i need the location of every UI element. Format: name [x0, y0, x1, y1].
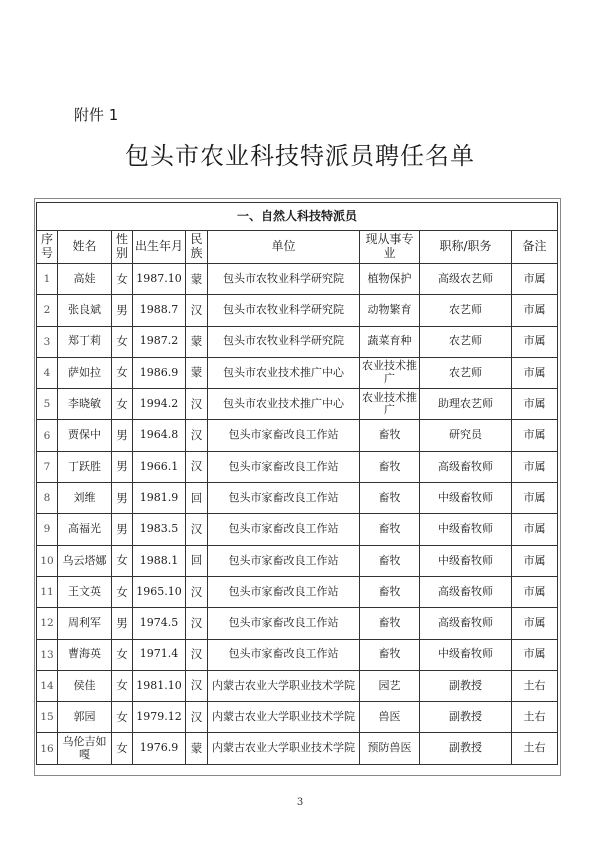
cell-no: 13	[37, 639, 58, 670]
cell-title: 副教授	[420, 702, 512, 733]
cell-title: 高级畜牧师	[420, 608, 512, 639]
cell-name: 曹海英	[58, 639, 112, 670]
cell-specialty: 农业技术推广	[360, 357, 420, 388]
table-row	[37, 389, 558, 420]
cell-remark: 市属	[512, 264, 558, 295]
cell-ethnicity: 回	[186, 545, 208, 576]
attachment-label: 附件 1	[74, 106, 119, 124]
cell-name: 高娃	[58, 264, 112, 295]
section-title-row	[37, 203, 558, 231]
cell-unit: 内蒙古农业大学职业技术学院	[208, 733, 360, 764]
table-row	[37, 483, 558, 514]
cell-birth: 1981.9	[133, 483, 186, 514]
header-title: 职称/职务	[420, 231, 512, 264]
cell-specialty: 畜牧	[360, 514, 420, 545]
cell-specialty: 植物保护	[360, 264, 420, 295]
cell-ethnicity: 汉	[186, 608, 208, 639]
cell-gender: 女	[112, 733, 133, 764]
header-name: 姓名	[58, 231, 112, 264]
cell-specialty: 兽医	[360, 702, 420, 733]
cell-ethnicity: 蒙	[186, 264, 208, 295]
cell-specialty: 畜牧	[360, 608, 420, 639]
cell-name: 萨如拉	[58, 357, 112, 388]
cell-remark: 土右	[512, 733, 558, 764]
cell-birth: 1965.10	[133, 576, 186, 607]
cell-unit: 包头市农牧业科学研究院	[208, 264, 360, 295]
cell-title: 中级畜牧师	[420, 545, 512, 576]
cell-no: 7	[37, 451, 58, 482]
cell-no: 3	[37, 326, 58, 357]
header-no: 序号	[37, 231, 58, 264]
cell-remark: 市属	[512, 326, 558, 357]
cell-remark: 土右	[512, 670, 558, 701]
cell-no: 12	[37, 608, 58, 639]
cell-gender: 女	[112, 702, 133, 733]
header-row	[37, 231, 558, 264]
page-number: 3	[296, 797, 304, 808]
cell-remark: 市属	[512, 420, 558, 451]
cell-no: 8	[37, 483, 58, 514]
cell-title: 农艺师	[420, 295, 512, 326]
cell-gender: 女	[112, 545, 133, 576]
cell-unit: 包头市农牧业科学研究院	[208, 295, 360, 326]
table-row	[37, 326, 558, 357]
table-row	[37, 576, 558, 607]
cell-ethnicity: 汉	[186, 295, 208, 326]
cell-unit: 内蒙古农业大学职业技术学院	[208, 702, 360, 733]
header-remark: 备注	[512, 231, 558, 264]
table-row	[37, 608, 558, 639]
cell-birth: 1971.4	[133, 639, 186, 670]
cell-gender: 男	[112, 420, 133, 451]
cell-gender: 男	[112, 608, 133, 639]
appointment-table	[36, 202, 558, 765]
cell-name: 张良斌	[58, 295, 112, 326]
cell-title: 助理农艺师	[420, 389, 512, 420]
cell-title: 农艺师	[420, 357, 512, 388]
cell-unit: 内蒙古农业大学职业技术学院	[208, 670, 360, 701]
cell-gender: 女	[112, 264, 133, 295]
cell-name: 丁跃胜	[58, 451, 112, 482]
cell-specialty: 畜牧	[360, 639, 420, 670]
cell-unit: 包头市家畜改良工作站	[208, 451, 360, 482]
cell-birth: 1979.12	[133, 702, 186, 733]
cell-specialty: 畜牧	[360, 545, 420, 576]
cell-specialty: 蔬菜育种	[360, 326, 420, 357]
table-row	[37, 451, 558, 482]
header-ethnicity: 民族	[186, 231, 208, 264]
cell-no: 11	[37, 576, 58, 607]
cell-unit: 包头市家畜改良工作站	[208, 483, 360, 514]
header-gender: 性别	[112, 231, 133, 264]
cell-unit: 包头市家畜改良工作站	[208, 420, 360, 451]
cell-ethnicity: 汉	[186, 670, 208, 701]
cell-title: 农艺师	[420, 326, 512, 357]
cell-ethnicity: 汉	[186, 514, 208, 545]
cell-gender: 女	[112, 670, 133, 701]
cell-name: 高福光	[58, 514, 112, 545]
cell-title: 中级畜牧师	[420, 514, 512, 545]
cell-ethnicity: 汉	[186, 420, 208, 451]
cell-name: 贾保中	[58, 420, 112, 451]
cell-remark: 市属	[512, 639, 558, 670]
cell-name: 乌伦吉如嘎	[58, 733, 112, 764]
cell-gender: 男	[112, 483, 133, 514]
cell-gender: 女	[112, 639, 133, 670]
cell-ethnicity: 汉	[186, 702, 208, 733]
cell-name: 郭园	[58, 702, 112, 733]
cell-remark: 市属	[512, 389, 558, 420]
cell-birth: 1981.10	[133, 670, 186, 701]
cell-specialty: 农业技术推广	[360, 389, 420, 420]
cell-birth: 1986.9	[133, 357, 186, 388]
cell-gender: 女	[112, 576, 133, 607]
cell-no: 2	[37, 295, 58, 326]
table-row	[37, 670, 558, 701]
cell-no: 6	[37, 420, 58, 451]
cell-unit: 包头市家畜改良工作站	[208, 576, 360, 607]
table-row	[37, 545, 558, 576]
cell-no: 4	[37, 357, 58, 388]
header-birth: 出生年月	[133, 231, 186, 264]
document-title: 包头市农业科技特派员聘任名单	[125, 142, 475, 170]
cell-specialty: 动物繁育	[360, 295, 420, 326]
cell-unit: 包头市家畜改良工作站	[208, 639, 360, 670]
cell-ethnicity: 蒙	[186, 357, 208, 388]
cell-specialty: 园艺	[360, 670, 420, 701]
section-title: 一、自然人科技特派员	[37, 203, 558, 231]
cell-birth: 1983.5	[133, 514, 186, 545]
cell-unit: 包头市农业技术推广中心	[208, 357, 360, 388]
cell-remark: 市属	[512, 545, 558, 576]
cell-birth: 1988.7	[133, 295, 186, 326]
cell-specialty: 畜牧	[360, 451, 420, 482]
cell-no: 1	[37, 264, 58, 295]
cell-no: 10	[37, 545, 58, 576]
cell-remark: 市属	[512, 451, 558, 482]
cell-remark: 市属	[512, 483, 558, 514]
cell-remark: 市属	[512, 576, 558, 607]
cell-specialty: 畜牧	[360, 483, 420, 514]
cell-birth: 1976.9	[133, 733, 186, 764]
cell-ethnicity: 蒙	[186, 326, 208, 357]
cell-remark: 市属	[512, 514, 558, 545]
cell-ethnicity: 汉	[186, 576, 208, 607]
header-specialty: 现从事专业	[360, 231, 420, 264]
cell-name: 李晓敏	[58, 389, 112, 420]
cell-remark: 土右	[512, 702, 558, 733]
table-row	[37, 357, 558, 388]
header-unit: 单位	[208, 231, 360, 264]
cell-no: 5	[37, 389, 58, 420]
cell-ethnicity: 汉	[186, 451, 208, 482]
cell-name: 刘维	[58, 483, 112, 514]
cell-gender: 男	[112, 451, 133, 482]
cell-gender: 男	[112, 514, 133, 545]
cell-unit: 包头市家畜改良工作站	[208, 545, 360, 576]
cell-unit: 包头市家畜改良工作站	[208, 514, 360, 545]
table-row	[37, 514, 558, 545]
cell-title: 中级畜牧师	[420, 483, 512, 514]
cell-birth: 1964.8	[133, 420, 186, 451]
cell-ethnicity: 汉	[186, 389, 208, 420]
cell-no: 9	[37, 514, 58, 545]
cell-title: 高级畜牧师	[420, 576, 512, 607]
cell-no: 15	[37, 702, 58, 733]
cell-unit: 包头市农业技术推广中心	[208, 389, 360, 420]
cell-gender: 女	[112, 389, 133, 420]
cell-name: 王文英	[58, 576, 112, 607]
cell-ethnicity: 蒙	[186, 733, 208, 764]
cell-title: 研究员	[420, 420, 512, 451]
cell-no: 14	[37, 670, 58, 701]
cell-remark: 市属	[512, 608, 558, 639]
cell-no: 16	[37, 733, 58, 764]
cell-specialty: 预防兽医	[360, 733, 420, 764]
cell-specialty: 畜牧	[360, 576, 420, 607]
table-row	[37, 702, 558, 733]
cell-title: 中级畜牧师	[420, 639, 512, 670]
table-row	[37, 733, 558, 764]
cell-name: 乌云塔娜	[58, 545, 112, 576]
table-row	[37, 264, 558, 295]
cell-name: 郑丁莉	[58, 326, 112, 357]
cell-title: 副教授	[420, 670, 512, 701]
cell-unit: 包头市家畜改良工作站	[208, 608, 360, 639]
cell-remark: 市属	[512, 357, 558, 388]
cell-ethnicity: 回	[186, 483, 208, 514]
cell-unit: 包头市农牧业科学研究院	[208, 326, 360, 357]
cell-birth: 1987.10	[133, 264, 186, 295]
cell-birth: 1966.1	[133, 451, 186, 482]
cell-title: 副教授	[420, 733, 512, 764]
cell-title: 高级畜牧师	[420, 451, 512, 482]
cell-birth: 1987.2	[133, 326, 186, 357]
cell-title: 高级农艺师	[420, 264, 512, 295]
cell-name: 侯佳	[58, 670, 112, 701]
cell-ethnicity: 汉	[186, 639, 208, 670]
cell-name: 周利军	[58, 608, 112, 639]
cell-gender: 女	[112, 326, 133, 357]
table-row	[37, 639, 558, 670]
cell-birth: 1974.5	[133, 608, 186, 639]
table-row	[37, 420, 558, 451]
cell-gender: 男	[112, 295, 133, 326]
cell-birth: 1994.2	[133, 389, 186, 420]
cell-gender: 女	[112, 357, 133, 388]
cell-birth: 1988.1	[133, 545, 186, 576]
table-row	[37, 295, 558, 326]
cell-remark: 市属	[512, 295, 558, 326]
cell-specialty: 畜牧	[360, 420, 420, 451]
